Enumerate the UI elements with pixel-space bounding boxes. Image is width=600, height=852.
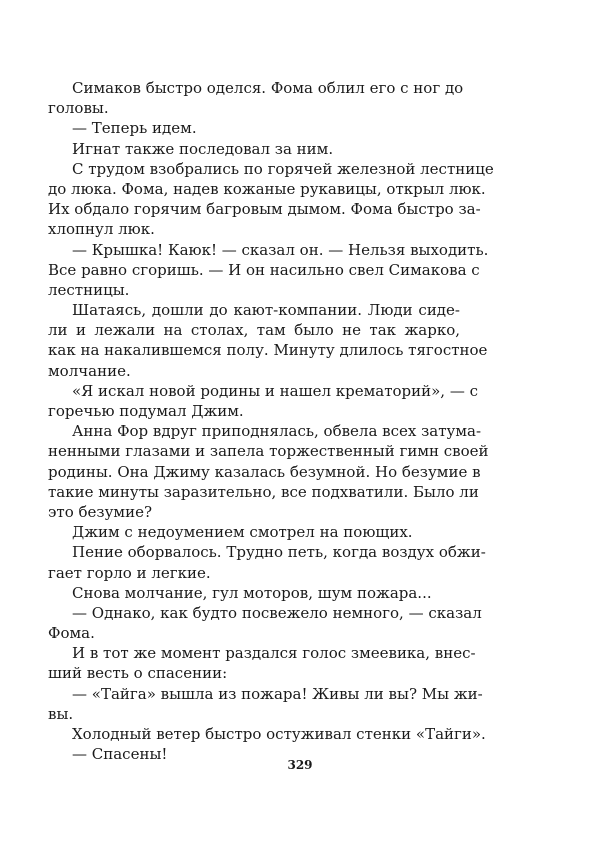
text-line: Анна Фор вдруг приподнялась, обвела всех затума-	[72, 422, 482, 441]
text-line: лестницы.	[48, 280, 130, 299]
text-line: — «Тайга» вышла из пожара! Живы ли вы? Мы жи-	[72, 684, 483, 703]
text-line: «Я искал новой родины и нашел крематорий», — с	[72, 381, 479, 400]
text-line: до люка. Фома, надев кожаные рукавицы, открыл люк.	[48, 179, 486, 198]
text-line: такие минуты заразительно, все подхватили. Было ли	[48, 482, 479, 501]
page-number: 329	[287, 758, 313, 772]
text-line: — Спасены!	[72, 745, 168, 764]
text-line: хлопнул люк.	[48, 220, 155, 239]
text-line: молчание.	[48, 361, 131, 380]
text-line: — Крышка! Каюк! — сказал он. — Нельзя выходить.	[72, 240, 489, 259]
text-line: И в тот же момент раздался голос змеевика, внес-	[72, 644, 476, 663]
text-line: Все равно сгоришь. — И он насильно свел Симакова с	[48, 260, 480, 279]
text-line: ли и лежали на столах, там было не так жарко,	[48, 321, 460, 340]
text-line: Игнат также последовал за ним.	[72, 139, 334, 158]
text-line: головы.	[48, 99, 109, 118]
text-line: Фома.	[48, 624, 95, 643]
text-line: ший весть о спасении:	[48, 664, 228, 683]
text-line: вы.	[48, 704, 74, 723]
text-line: как на накалившемся полу. Минуту длилось тягостное	[48, 341, 488, 360]
text-line: — Однако, как будто посвежело немного, — сказал	[72, 603, 482, 622]
text-line: Снова молчание, гул моторов, шум пожара...	[72, 583, 432, 602]
page-body	[48, 78, 494, 764]
text-line: ненными глазами и запела торжественный гимн своей	[48, 442, 489, 461]
text-line: гает горло и легкие.	[48, 563, 211, 582]
text-line: Шатаясь, дошли до кают-компании. Люди сиде-	[72, 301, 460, 320]
text-line: Симаков быстро оделся. Фома облил его с ног до	[72, 79, 464, 97]
text-line: Их обдало горячим багровым дымом. Фома быстро за-	[48, 200, 481, 219]
text-line: — Теперь идем.	[72, 119, 197, 138]
text-line: родины. Она Джиму казалась безумной. Но безумие в	[48, 462, 481, 481]
text-line: С трудом взобрались по горячей железной лестнице	[72, 159, 494, 178]
text-line: Холодный ветер быстро остуживал стенки «Тайги».	[72, 725, 486, 743]
text-line: это безумие?	[48, 502, 152, 521]
text-line: Джим с недоумением смотрел на поющих.	[72, 523, 413, 542]
text-line: Пение оборвалось. Трудно петь, когда воздух обжи-	[72, 543, 486, 562]
text-line: горечью подумал Джим.	[48, 402, 244, 420]
